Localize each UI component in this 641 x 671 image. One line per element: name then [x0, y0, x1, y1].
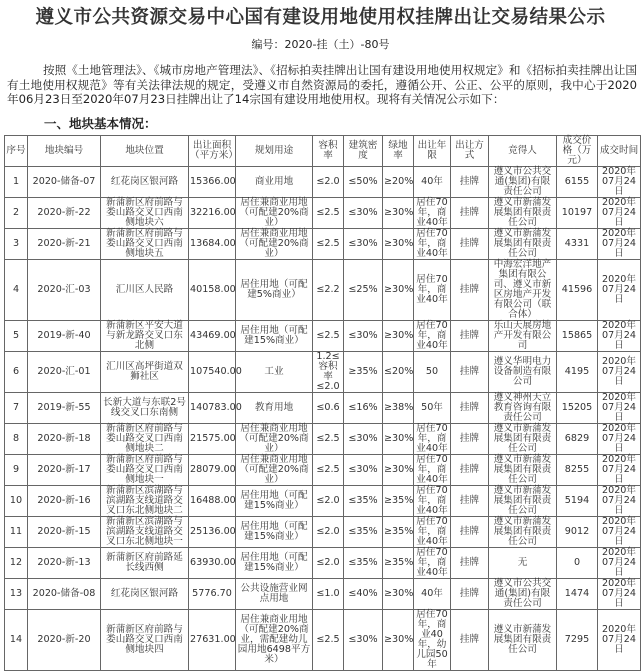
cell-price: 6829 — [557, 424, 598, 455]
cell-plot-ratio: ≤2.5 — [313, 610, 344, 671]
cell-area: 21575.00 — [189, 424, 236, 455]
table-row — [5, 167, 641, 198]
cell-planned-use: 教育用地 — [236, 393, 313, 424]
cell-price: 10197 — [557, 198, 598, 229]
cell-term: 居住70年，商业40年 — [414, 321, 451, 352]
cell-term: 居住70年，商业40年 — [414, 229, 451, 260]
cell-area: 140783.00 — [189, 393, 236, 424]
cell-method: 挂牌 — [451, 167, 489, 198]
cell-parcel-id: 2020-新-13 — [28, 548, 101, 579]
table-row — [5, 517, 641, 548]
cell-green-ratio: ≥30% — [383, 321, 414, 352]
cell-winner: 中海宏洋地产集团有限公司、遵义市新区房地产开发有限公司（联合体） — [489, 260, 557, 321]
cell-plot-ratio: ≤2.5 — [313, 424, 344, 455]
cell-green-ratio: ≥30% — [383, 198, 414, 229]
cell-price: 4331 — [557, 229, 598, 260]
cell-area: 16488.00 — [189, 486, 236, 517]
cell-planned-use: 居住兼商业用地（可配建20%商业） — [236, 424, 313, 455]
table-row — [5, 579, 641, 610]
cell-building-density: ≤30% — [344, 455, 383, 486]
cell-building-density: ≤35% — [344, 517, 383, 548]
cell-green-ratio: ≥35% — [383, 486, 414, 517]
cell-area: 32216.00 — [189, 198, 236, 229]
cell-term: 50 — [414, 352, 451, 393]
cell-planned-use: 工业 — [236, 352, 313, 393]
table-row — [5, 229, 641, 260]
cell-term: 50年 — [414, 393, 451, 424]
cell-area: 27631.00 — [189, 610, 236, 671]
cell-term: 居住70年，商业40年 — [414, 198, 451, 229]
cell-plot-ratio: ≤2.5 — [313, 455, 344, 486]
header-price: 成交价格（万元） — [557, 136, 598, 167]
cell-plot-ratio: ≤2.0 — [313, 548, 344, 579]
table-row — [5, 548, 641, 579]
cell-planned-use: 居住用地（可配建15%商业） — [236, 321, 313, 352]
table-row — [5, 486, 641, 517]
table-row — [5, 352, 641, 393]
cell-method: 挂牌 — [451, 198, 489, 229]
cell-price: 9012 — [557, 517, 598, 548]
cell-building-density: ≤30% — [344, 610, 383, 671]
cell-plot-ratio: ≤2.5 — [313, 198, 344, 229]
cell-deal-date: 2020年07月24日 — [598, 198, 641, 229]
cell-green-ratio: ≥38% — [383, 393, 414, 424]
cell-method: 挂牌 — [451, 352, 489, 393]
cell-plot-ratio: ≤2.2 — [313, 260, 344, 321]
header-parcel-id: 地块编号 — [28, 136, 101, 167]
cell-method: 挂牌 — [451, 517, 489, 548]
cell-planned-use: 居住用地（可配建15%商业） — [236, 548, 313, 579]
cell-area: 13684.00 — [189, 229, 236, 260]
cell-deal-date: 2020年07月24日 — [598, 424, 641, 455]
cell-method: 挂牌 — [451, 579, 489, 610]
cell-seq: 9 — [5, 455, 28, 486]
cell-winner: 遵义神州天立教育咨询有限责任公司 — [489, 393, 557, 424]
cell-seq: 10 — [5, 486, 28, 517]
cell-seq: 1 — [5, 167, 28, 198]
table-row — [5, 455, 641, 486]
cell-green-ratio: ≥30% — [383, 455, 414, 486]
cell-method: 挂牌 — [451, 548, 489, 579]
cell-building-density: ≤25% — [344, 260, 383, 321]
cell-parcel-id: 2020-新-20 — [28, 610, 101, 671]
cell-location: 新蒲新区府前路与娄山路交叉口西南侧地块五 — [101, 229, 189, 260]
cell-building-density: ≤50% — [344, 167, 383, 198]
cell-term: 居住70年，商业40年 — [414, 424, 451, 455]
cell-deal-date: 2020年07月24日 — [598, 229, 641, 260]
cell-price: 5194 — [557, 486, 598, 517]
cell-deal-date: 2020年07月24日 — [598, 260, 641, 321]
cell-planned-use: 居住兼商业用地（可配建20%商业） — [236, 198, 313, 229]
cell-method: 挂牌 — [451, 486, 489, 517]
cell-building-density: ≤35% — [344, 548, 383, 579]
cell-parcel-id: 2020-储备-07 — [28, 167, 101, 198]
cell-location: 新蒲新区府前路与娄山路交叉口西南侧地块二 — [101, 424, 189, 455]
cell-seq: 4 — [5, 260, 28, 321]
cell-area: 40158.00 — [189, 260, 236, 321]
section-heading: 一、地块基本情况： — [44, 116, 157, 131]
cell-deal-date: 2020年07月24日 — [598, 579, 641, 610]
cell-term: 居住70年，商业40年 — [414, 486, 451, 517]
cell-winner: 遵义市新蒲发展集团有限责任公司 — [489, 517, 557, 548]
cell-planned-use: 居住兼商业用地（可配建20%商业） — [236, 229, 313, 260]
cell-price: 15205 — [557, 393, 598, 424]
cell-planned-use: 居住兼商业用地（可配建20%商业，需配建幼儿园用地6498平方米） — [236, 610, 313, 671]
cell-method: 挂牌 — [451, 321, 489, 352]
cell-parcel-id: 2019-新-40 — [28, 321, 101, 352]
header-seq: 序号 — [5, 136, 28, 167]
cell-term: 居住70年，商业40年，幼儿园50年 — [414, 610, 451, 671]
cell-location: 红花岗区银河路 — [101, 579, 189, 610]
cell-deal-date: 2020年07月24日 — [598, 352, 641, 393]
cell-term: 居住70年，商业40年 — [414, 548, 451, 579]
cell-building-density: ≤30% — [344, 229, 383, 260]
cell-parcel-id: 2019-新-55 — [28, 393, 101, 424]
cell-deal-date: 2020年07月24日 — [598, 610, 641, 671]
header-green-ratio: 绿地率 — [383, 136, 414, 167]
cell-seq: 6 — [5, 352, 28, 393]
cell-planned-use: 商业用地 — [236, 167, 313, 198]
cell-green-ratio: ≥35% — [383, 517, 414, 548]
cell-plot-ratio: ≤1.0 — [313, 579, 344, 610]
cell-winner: 遵义市新蒲发展集团有限责任公司 — [489, 455, 557, 486]
cell-seq: 14 — [5, 610, 28, 671]
cell-seq: 2 — [5, 198, 28, 229]
cell-seq: 5 — [5, 321, 28, 352]
cell-plot-ratio: ≤2.5 — [313, 229, 344, 260]
cell-price: 1474 — [557, 579, 598, 610]
header-term: 出让年限 — [414, 136, 451, 167]
cell-area: 25136.00 — [189, 517, 236, 548]
cell-deal-date: 2020年07月24日 — [598, 393, 641, 424]
table-row — [5, 424, 641, 455]
header-area: 出让面积（平方米） — [189, 136, 236, 167]
cell-area: 28079.00 — [189, 455, 236, 486]
cell-planned-use: 居住用地（可配建15%商业） — [236, 486, 313, 517]
cell-building-density: ≤16% — [344, 393, 383, 424]
cell-price: 8255 — [557, 455, 598, 486]
cell-green-ratio: ≥30% — [383, 229, 414, 260]
cell-green-ratio: ≥30% — [383, 579, 414, 610]
header-winner: 竞得人 — [489, 136, 557, 167]
cell-seq: 12 — [5, 548, 28, 579]
header-building-density: 建筑密度 — [344, 136, 383, 167]
table-row — [5, 393, 641, 424]
table-row — [5, 321, 641, 352]
cell-winner: 无 — [489, 548, 557, 579]
cell-planned-use: 居住用地（可配建15%商业） — [236, 517, 313, 548]
table-header-row — [5, 136, 641, 167]
cell-building-density: ≥35% — [344, 352, 383, 393]
cell-plot-ratio: ≤2.0 — [313, 167, 344, 198]
cell-area: 43469.00 — [189, 321, 236, 352]
cell-plot-ratio: ≤2.5 — [313, 321, 344, 352]
cell-winner: 遵义市新蒲发展集团有限责任公司 — [489, 424, 557, 455]
cell-seq: 13 — [5, 579, 28, 610]
cell-parcel-id: 2020-储备-08 — [28, 579, 101, 610]
cell-parcel-id: 2020-新-21 — [28, 229, 101, 260]
cell-winner: 乐山天展房地产开发有限公司 — [489, 321, 557, 352]
land-results-table — [4, 135, 641, 671]
cell-plot-ratio: ≤2.0 — [313, 486, 344, 517]
cell-building-density: ≤30% — [344, 321, 383, 352]
cell-location: 汇川区人民路 — [101, 260, 189, 321]
cell-building-density: ≤35% — [344, 486, 383, 517]
cell-deal-date: 2020年07月24日 — [598, 167, 641, 198]
cell-green-ratio: ≥30% — [383, 260, 414, 321]
cell-method: 挂牌 — [451, 393, 489, 424]
cell-deal-date: 2020年07月24日 — [598, 548, 641, 579]
cell-location: 长新大道与东联2号线交叉口东南侧 — [101, 393, 189, 424]
cell-green-ratio: ≤20% — [383, 352, 414, 393]
header-plot-ratio: 容积率 — [313, 136, 344, 167]
cell-green-ratio: ≥30% — [383, 424, 414, 455]
cell-price: 41596 — [557, 260, 598, 321]
document-number: 编号：2020-挂（土）-80号 — [251, 38, 390, 51]
cell-planned-use: 居住用地（可配建5%商业） — [236, 260, 313, 321]
cell-price: 0 — [557, 548, 598, 579]
cell-building-density: ≤40% — [344, 579, 383, 610]
cell-method: 挂牌 — [451, 455, 489, 486]
cell-location: 新蒲新区府前路延长线西侧 — [101, 548, 189, 579]
cell-parcel-id: 2020-新-18 — [28, 424, 101, 455]
cell-location: 新蒲新区滨湖路与滨湖路支线道路交叉口东北侧地块一 — [101, 517, 189, 548]
cell-price: 15865 — [557, 321, 598, 352]
cell-location: 新蒲新区平安大道与新龙路交叉口东北侧 — [101, 321, 189, 352]
cell-planned-use: 居住兼商业用地（可配建20%商业） — [236, 455, 313, 486]
cell-building-density: ≤30% — [344, 424, 383, 455]
page-title: 遵义市公共资源交易中心国有建设用地使用权挂牌出让交易结果公示 — [35, 7, 606, 28]
cell-winner: 遵义市新蒲发展集团有限责任公司 — [489, 486, 557, 517]
cell-term: 居住70年，商业40年 — [414, 260, 451, 321]
cell-location: 新蒲新区府前路与娄山路交叉口西南侧地块六 — [101, 198, 189, 229]
cell-area: 15366.00 — [189, 167, 236, 198]
cell-green-ratio: ≥35% — [383, 548, 414, 579]
cell-winner: 遵义市公共交通(集团)有限责任公司 — [489, 167, 557, 198]
header-location: 地块位置 — [101, 136, 189, 167]
cell-area: 5776.70 — [189, 579, 236, 610]
cell-term: 居住70年，商业40年 — [414, 455, 451, 486]
header-deal-date: 成交时间 — [598, 136, 641, 167]
header-method: 出让方式 — [451, 136, 489, 167]
cell-method: 挂牌 — [451, 260, 489, 321]
cell-deal-date: 2020年07月24日 — [598, 455, 641, 486]
cell-price: 4195 — [557, 352, 598, 393]
cell-deal-date: 2020年07月24日 — [598, 517, 641, 548]
cell-plot-ratio: 1.2≤容积率≤2.0 — [313, 352, 344, 393]
cell-parcel-id: 2020-汇-03 — [28, 260, 101, 321]
cell-area: 63930.00 — [189, 548, 236, 579]
cell-price: 6155 — [557, 167, 598, 198]
cell-seq: 3 — [5, 229, 28, 260]
cell-parcel-id: 2020-新-16 — [28, 486, 101, 517]
cell-price: 7295 — [557, 610, 598, 671]
intro-paragraph: 按照《土地管理法》、《城市房地产管理法》、《招标拍卖挂牌出让国有建设用地使用权规定》和《招标拍卖挂牌出让国有土地使用权规范》等有关法律法规的规定，受遵义市自然资源局的委托，遵循公开、公正、公平的原则，我中心于2020年06月23日至2020年07月23日挂牌出让了14宗国有建设用地使用权。现将有关情况公示如下： — [7, 63, 637, 106]
cell-parcel-id: 2020-新-17 — [28, 455, 101, 486]
cell-term: 40年 — [414, 167, 451, 198]
cell-parcel-id: 2020-汇-01 — [28, 352, 101, 393]
table-row — [5, 260, 641, 321]
cell-plot-ratio: ≤2.0 — [313, 517, 344, 548]
cell-method: 挂牌 — [451, 229, 489, 260]
cell-seq: 11 — [5, 517, 28, 548]
cell-winner: 遵义市新蒲发展集团有限责任公司 — [489, 229, 557, 260]
cell-method: 挂牌 — [451, 610, 489, 671]
cell-deal-date: 2020年07月24日 — [598, 486, 641, 517]
cell-seq: 8 — [5, 424, 28, 455]
cell-method: 挂牌 — [451, 424, 489, 455]
cell-winner: 遵义市新蒲发展集团有限责任公司 — [489, 198, 557, 229]
cell-green-ratio: ≥30% — [383, 610, 414, 671]
cell-winner: 遵义市公共交通(集团)有限责任公司 — [489, 579, 557, 610]
cell-location: 新蒲新区滨湖路与滨湖路支线道路交叉口东北侧地块二 — [101, 486, 189, 517]
cell-term: 居住70年，商业40年 — [414, 517, 451, 548]
cell-parcel-id: 2020-新-15 — [28, 517, 101, 548]
cell-green-ratio: ≥20% — [383, 167, 414, 198]
cell-area: 107540.00 — [189, 352, 236, 393]
cell-location: 新蒲新区府前路与娄山路交叉口西南侧地块四 — [101, 610, 189, 671]
cell-location: 汇川区高坪街道双狮社区 — [101, 352, 189, 393]
cell-parcel-id: 2020-新-22 — [28, 198, 101, 229]
cell-location: 红花岗区银河路 — [101, 167, 189, 198]
cell-plot-ratio: ≤0.6 — [313, 393, 344, 424]
cell-winner: 遵义市新蒲发展集团有限责任公司 — [489, 610, 557, 671]
cell-winner: 遵义华明电力设备制造有限公司 — [489, 352, 557, 393]
table-row — [5, 610, 641, 671]
cell-planned-use: 公共设施营业网点用地 — [236, 579, 313, 610]
cell-term: 40年 — [414, 579, 451, 610]
cell-building-density: ≤30% — [344, 198, 383, 229]
table-row — [5, 198, 641, 229]
cell-location: 新蒲新区府前路与娄山路交叉口西南侧地块一 — [101, 455, 189, 486]
cell-seq: 7 — [5, 393, 28, 424]
cell-deal-date: 2020年07月24日 — [598, 321, 641, 352]
header-planned-use: 规划用途 — [236, 136, 313, 167]
